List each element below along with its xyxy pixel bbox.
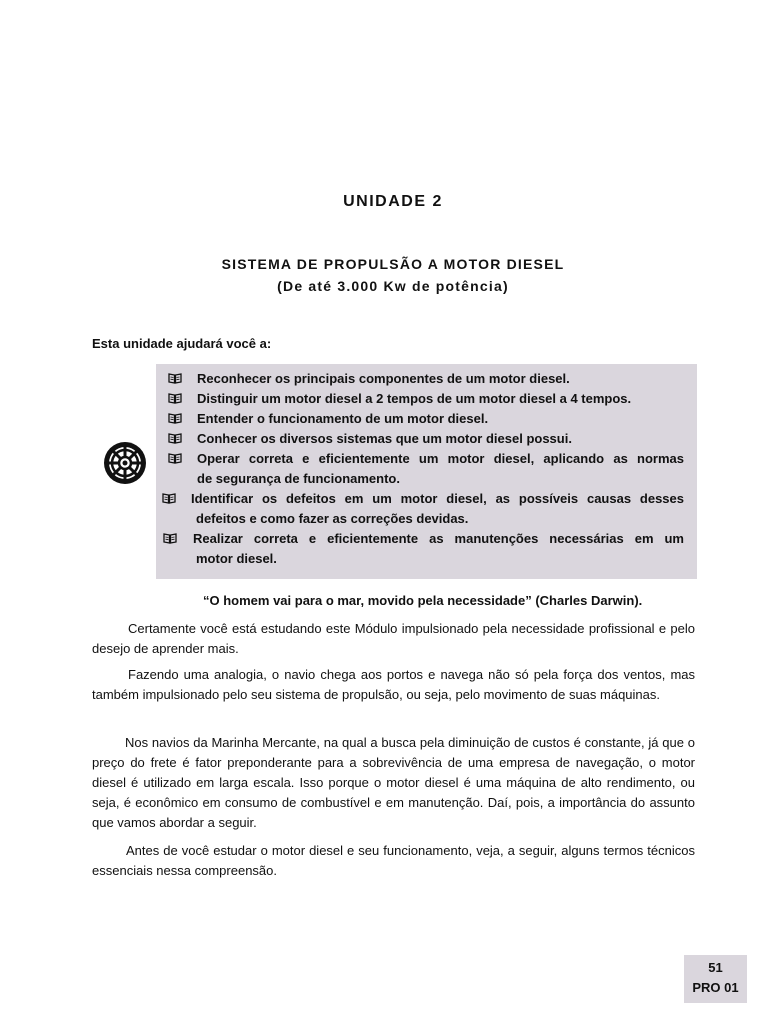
- paragraph: Nos navios da Marinha Mercante, na qual a busca pela diminuição de custos é constante, já que o preço do frete é fator preponderante para a sobrevivência de uma empresa de navegação, o motor diesel é utilizado em larga escala. Isso porque o motor diesel é uma máquina de alto rendimento, ou seja, é econômico em consumo de combustível e em manutenção. Daí, pois, a importância do assunto que vamos abordar a seguir.: [92, 735, 695, 830]
- book-icon: [168, 372, 182, 384]
- page-footer: [684, 955, 747, 1003]
- intro-text: Esta unidade ajudará você a:: [92, 336, 272, 351]
- objective-item: Realizar correta e eficientemente as manutenções necessárias em um: [193, 531, 684, 546]
- objective-item-continuation: defeitos e como fazer as correções devidas.: [196, 511, 469, 526]
- paragraph: Antes de você estudar o motor diesel e seu funcionamento, veja, a seguir, alguns termos técnicos essenciais nessa compreensão.: [92, 843, 695, 878]
- book-icon: [168, 392, 182, 404]
- book-icon: [168, 432, 182, 444]
- page-number: 51: [708, 960, 723, 975]
- section-title: SISTEMA DE PROPULSÃO A MOTOR DIESEL: [221, 256, 565, 272]
- book-icon: [162, 492, 176, 504]
- objective-item: Distinguir um motor diesel a 2 tempos de um motor diesel a 4 tempos.: [197, 391, 632, 406]
- module-code: PRO 01: [692, 980, 739, 995]
- objective-item: Operar correta e eficientemente um motor diesel, aplicando as normas: [197, 451, 684, 466]
- darwin-quote: “O homem vai para o mar, movido pela necessidade” (Charles Darwin).: [203, 593, 643, 608]
- objective-item: Conhecer os diversos sistemas que um motor diesel possui.: [197, 431, 572, 446]
- paragraph: Fazendo uma analogia, o navio chega aos portos e navega não só pela força dos ventos, mas também impulsionado pelo seu sistema de propulsão, ou seja, pelo movimento de suas máquinas.: [92, 667, 695, 702]
- objective-item: Entender o funcionamento de um motor diesel.: [197, 411, 489, 426]
- unit-heading: UNIDADE 2: [343, 193, 443, 210]
- ship-wheel-icon: [102, 440, 148, 486]
- objective-item-continuation: de segurança de funcionamento.: [197, 471, 400, 486]
- objective-item: Identificar os defeitos em um motor diesel, as possíveis causas desses: [191, 491, 684, 506]
- book-icon: [163, 532, 177, 544]
- objective-item-continuation: motor diesel.: [196, 551, 277, 566]
- objective-item: Reconhecer os principais componentes de um motor diesel.: [197, 371, 570, 386]
- paragraph: Certamente você está estudando este Módulo impulsionado pela necessidade profissional e pelo desejo de aprender mais.: [92, 621, 695, 656]
- book-icon: [168, 452, 182, 464]
- section-subtitle: (De até 3.000 Kw de potência): [277, 278, 509, 294]
- book-icon: [168, 412, 182, 424]
